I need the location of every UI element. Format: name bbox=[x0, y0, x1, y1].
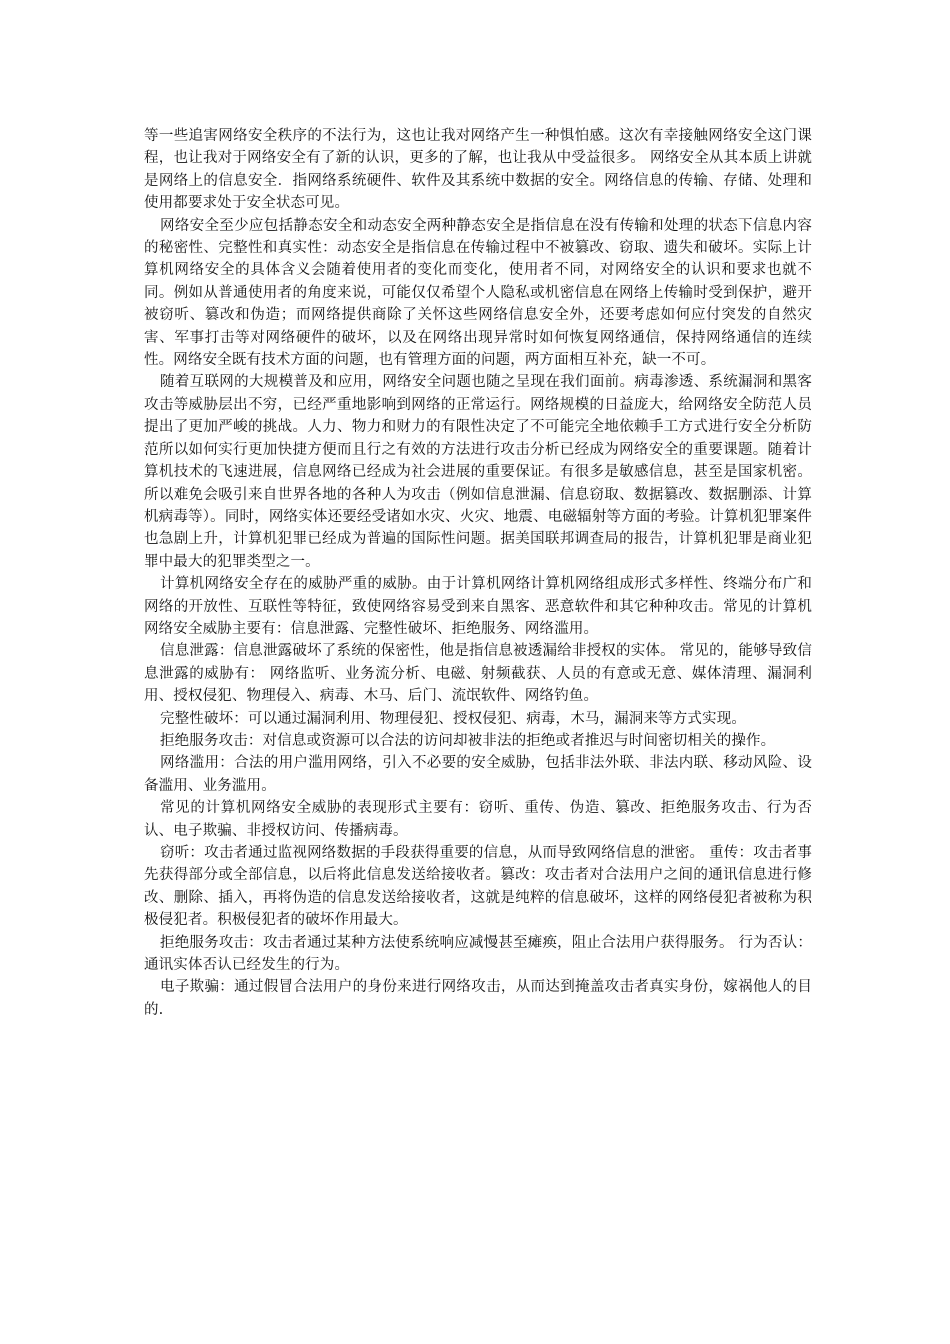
paragraph-10: 窃听：攻击者通过监视网络数据的手段获得重要的信息，从而导致网络信息的泄密。 重传：攻击者事先获得部分或全部信息，以后将此信息发送给接收者。篡改：攻击者对合法用户之间的通讯信息进行修改、删除、插入，再将伪造的信息发送给接收者，这就是纯粹的信息破坏，这样的网络侵犯者被称为积极侵犯者。积极侵犯者的破坏作用最大。 bbox=[144, 845, 812, 929]
paragraph-4: 计算机网络安全存在的威胁严重的威胁。由于计算机网络计算机网络组成形式多样性、终端分布广和网络的开放性、互联性等特征，致使网络容易受到来自黑客、恶意软件和其它种种攻击。常见的计算机网络安全威胁主要有：信息泄露、完整性破坏、拒绝服务、网络滥用。 bbox=[144, 576, 812, 637]
paragraph-2: 网络安全至少应包括静态安全和动态安全两种静态安全是指信息在没有传输和处理的状态下信息内容的秘密性、完整性和真实性：动态安全是指信息在传输过程中不被篡改、窃取、遗失和破坏。实际上计算机网络安全的具体含义会随着使用者的变化而变化，使用者不同，对网络安全的认识和要求也就不同。例如从普通使用者的角度来说，可能仅仅希望个人隐私或机密信息在网络上传输时受到保护，避开被窃听、篡改和伪造；而网络提供商除了关怀这些网络信息安全外，还要考虑如何应付突发的自然灾害、军事打击等对网络硬件的破坏，以及在网络出现异常时如何恢复网络通信，保持网络通信的连续性。网络安全既有技术方面的问题，也有管理方面的问题，两方面相互补充，缺一不可。 bbox=[144, 217, 812, 369]
paragraph-1: 等一些追害网络安全秩序的不法行为，这也让我对网络产生一种惧怕感。这次有幸接触网络安全这门课程，也让我对于网络安全有了新的认识，更多的了解，也让我从中受益很多。 网络安全从其本质上讲就是网络上的信息安全．指网络系统硬件、软件及其系统中数据的安全。网络信息的传输、存储、处理和使用都要求处于安全状态可见。 bbox=[144, 128, 812, 212]
paragraph-12: 电子欺骗：通过假冒合法用户的身份来进行网络攻击，从而达到掩盖攻击者真实身份，嫁祸他人的目的. bbox=[144, 979, 812, 1018]
paragraph-9: 常见的计算机网络安全威胁的表现形式主要有：窃听、重传、伪造、篡改、拒绝服务攻击、行为否认、电子欺骗、非授权访问、传播病毒。 bbox=[144, 800, 812, 839]
paragraph-6: 完整性破坏：可以通过漏洞利用、物理侵犯、授权侵犯、病毒，木马，漏洞来等方式实现。 bbox=[160, 710, 746, 727]
paragraph-5: 信息泄露：信息泄露破坏了系统的保密性，他是指信息被透漏给非授权的实体。 常见的，能够导致信息泄露的威胁有： 网络监听、业务流分析、电磁、射频截获、人员的有意或无意、媒体清理、漏洞利用、授权侵犯、物理侵入、病毒、木马、后门、流氓软件、网络钓鱼。 bbox=[144, 643, 812, 705]
paragraph-8: 网络滥用：合法的用户滥用网络，引入不必要的安全威胁，包括非法外联、非法内联、移动风险、设备滥用、业务滥用。 bbox=[144, 755, 812, 794]
document-body bbox=[144, 125, 812, 1021]
paragraph-11: 拒绝服务攻击：攻击者通过某种方法使系统响应减慢甚至瘫痪，阻止合法用户获得服务。 行为否认：通讯实体否认已经发生的行为。 bbox=[144, 934, 812, 974]
paragraph-7: 拒绝服务攻击：对信息或资源可以合法的访问却被非法的拒绝或者推迟与时间密切相关的操作。 bbox=[160, 732, 776, 749]
paragraph-3: 随着互联网的大规模普及和应用，网络安全问题也随之呈现在我们面前。病毒渗透、系统漏洞和黑客攻击等威胁层出不穷，已经严重地影响到网络的正常运行。网络规模的日益庞大，给网络安全防范人员提出了更加严峻的挑战。人力、物力和财力的有限性决定了不可能完全地依赖手工方式进行安全分析防范所以如何实行更加快捷方便而且行之有效的方法进行攻击分析已经成为网络安全的重要课题。随着计算机技术的飞速进展，信息网络已经成为社会进展的重要保证。有很多是敏感信息，甚至是国家机密。所以难免会吸引来自世界各地的各种人为攻击（例如信息泄漏、信息窃取、数据篡改、数据删添、计算机病毒等）。同时，网络实体还要经受诸如水灾、火灾、地震、电磁辐射等方面的考验。计算机犯罪案件也急剧上升，计算机犯罪已经成为普遍的国际性问题。据美国联邦调查局的报告，计算机犯罪是商业犯罪中最大的犯罪类型之一。 bbox=[144, 374, 812, 570]
